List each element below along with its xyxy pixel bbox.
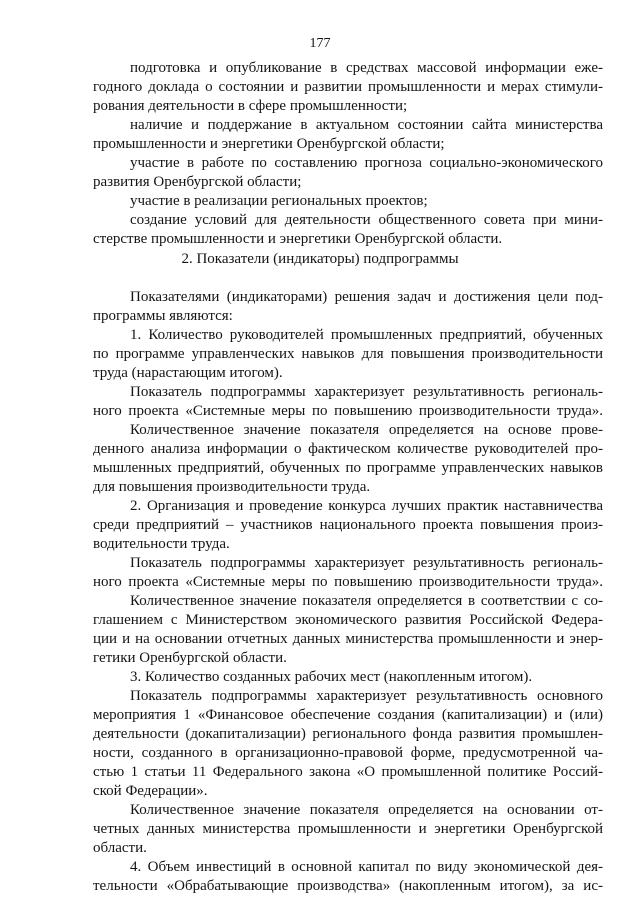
text-line: водительности труда.	[93, 536, 230, 552]
text-line: рования деятельности в сфере промышленности;	[93, 98, 408, 114]
text-line: деятельности (докапитализации) регионального фонда развития промышлен-	[93, 726, 603, 742]
text-line: создание условий для деятельности общественного совета при мини-	[130, 212, 603, 228]
text-line: Показателями (индикаторами) решения задач и достижения цели под-	[130, 289, 603, 305]
text-line: 3. Количество созданных рабочих мест (накопленным итогом).	[130, 669, 533, 685]
text-line: наличие и поддержание в актуальном состоянии сайта министерства	[130, 117, 603, 133]
text-line: 2. Организация и проведение конкурса лучших практик наставничества	[130, 498, 603, 514]
text-line: программы являются:	[93, 308, 233, 324]
text-line: Количественное значение показателя определяется на основе прове-	[130, 422, 603, 438]
text-line: 1. Количество руководителей промышленных предприятий, обученных	[130, 327, 603, 343]
text-line: труда (нарастающим итогом).	[93, 365, 283, 381]
text-line: денного анализа информации о фактическом количестве руководителей про-	[93, 441, 603, 457]
text-line: Количественное значение показателя определяется в соответствии с со-	[130, 593, 603, 609]
text-line: среди предприятий – участников национального проекта повышения произ-	[93, 517, 603, 533]
text-line: ности, созданного в организационно-правовой форме, предусмотренной ча-	[93, 745, 603, 761]
text-line: глашением с Министерством экономического развития Российской Федера-	[93, 612, 603, 628]
text-line: мышленных предприятий, обученных по программе управленческих навыков	[93, 460, 603, 476]
text-line: промышленности и энергетики Оренбургской области;	[93, 136, 445, 152]
text-line: стью 1 статьи 11 Федерального закона «О промышленной политике Россий-	[93, 764, 603, 780]
text-line: развития Оренбургской области;	[93, 174, 302, 190]
text-line: подготовка и опубликование в средствах массовой информации еже-	[130, 60, 603, 76]
text-line: мероприятия 1 «Финансовое обеспечение создания (капитализации) и (или)	[93, 707, 603, 723]
section-heading: 2. Показатели (индикаторы) подпрограммы	[181, 251, 459, 267]
text-line: для повышения производительности труда.	[93, 479, 371, 495]
text-line: по программе управленческих навыков для повышения производительности	[93, 346, 603, 362]
text-line: стерстве промышленности и энергетики Оренбургской области.	[93, 231, 503, 247]
text-line: Показатель подпрограммы характеризует результативность основного	[130, 688, 603, 704]
text-line: тельности «Обрабатывающие производства» (накопленным итогом), за ис-	[93, 878, 603, 894]
text-line: ного проекта «Системные меры по повышению производительности труда».	[93, 574, 603, 590]
text-line: участие в работе по составлению прогноза социально-экономического	[130, 155, 603, 171]
text-line: ного проекта «Системные меры по повышению производительности труда».	[93, 403, 603, 419]
text-line: Показатель подпрограммы характеризует результативность региональ-	[130, 384, 603, 400]
text-line: 4. Объем инвестиций в основной капитал по виду экономической дея-	[130, 859, 603, 875]
text-line: ции и на основании отчетных данных министерства промышленности и энер-	[93, 631, 603, 647]
text-line: участие в реализации региональных проектов;	[130, 193, 428, 209]
text-line: четных данных министерства промышленности и энергетики Оренбургской	[93, 821, 603, 837]
text-line: гетики Оренбургской области.	[93, 650, 287, 666]
text-line: Количественное значение показателя определяется на основании от-	[130, 802, 603, 818]
text-line: области.	[93, 840, 147, 856]
page-number: 177	[309, 36, 331, 51]
text-line: годного доклада о состоянии и развитии промышленности и мерах стимули-	[93, 79, 603, 95]
text-line: Показатель подпрограммы характеризует результативность региональ-	[130, 555, 603, 571]
text-line: ской Федерации».	[93, 783, 208, 799]
